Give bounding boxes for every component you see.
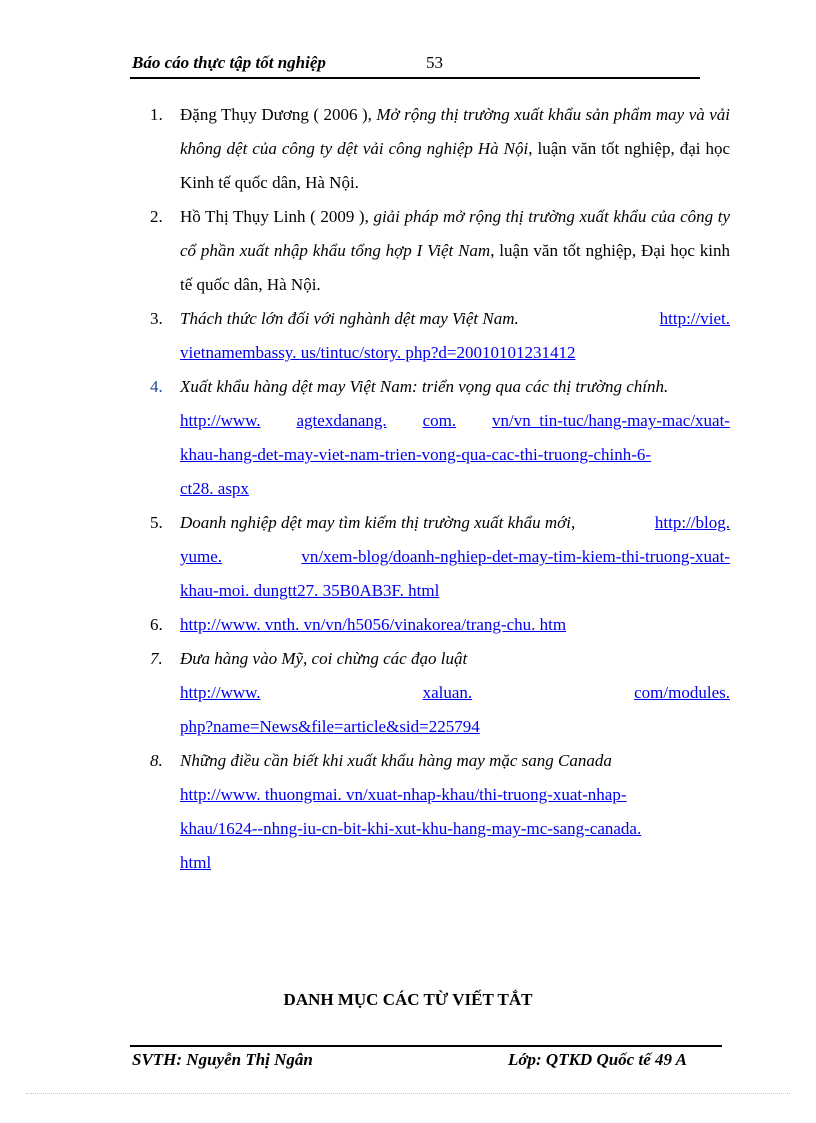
reference-title: Doanh nghiệp dệt may tìm kiếm thị trường xuất khẩu mới,: [180, 513, 576, 532]
reference-number: 7.: [150, 649, 163, 668]
reference-link[interactable]: http://blog.: [654, 513, 730, 532]
header-rule: [130, 77, 700, 79]
reference-item-6: [150, 608, 730, 642]
reference-list: [150, 98, 730, 880]
reference-link[interactable]: http://viet.: [659, 309, 730, 328]
reference-link[interactable]: vn/vn_tin-tuc/hang-may-mac/xuat-: [492, 411, 730, 430]
reference-number: 4.: [150, 377, 163, 396]
footer-student-name: SVTH: Nguyễn Thị Ngân: [132, 1050, 313, 1069]
reference-number: 1.: [150, 105, 163, 124]
reference-number: 5.: [150, 513, 163, 532]
reference-author: Đặng Thụy Dương ( 2006 ),: [180, 105, 377, 124]
reference-title: Đưa hàng vào Mỹ, coi chừng các đạo luật: [180, 649, 468, 668]
header-title: Báo cáo thực tập tốt nghiệp: [132, 53, 326, 72]
reference-item-5: [150, 506, 730, 608]
reference-title: Những điều cần biết khi xuất khẩu hàng may mặc sang Canada: [180, 751, 612, 770]
reference-title: Mở rộng thị trường xuất khẩu sản phẩm may và vải không dệt của công ty dệt vải công nghiệp Hà Nội: [180, 105, 731, 158]
reference-link[interactable]: http://www.: [180, 411, 261, 430]
reference-link[interactable]: khau-moi. dungtt27. 35B0AB3F. html: [180, 581, 440, 600]
reference-link[interactable]: agtexdanang.: [296, 411, 387, 430]
reference-title: giải pháp mở rộng thị trường xuất khẩu của công ty cổ phần xuất nhập khẩu tổng hợp I Việt Nam: [180, 207, 730, 260]
reference-item-4: [150, 370, 730, 506]
reference-link[interactable]: http://www. thuongmai. vn/xuat-nhap-khau/thi-truong-xuat-nhap-: [180, 785, 627, 804]
reference-link[interactable]: com/modules.: [634, 683, 730, 702]
reference-link[interactable]: xaluan.: [422, 683, 473, 702]
reference-item-7: [150, 642, 730, 744]
page-number: 53: [426, 53, 443, 72]
reference-number: 3.: [150, 309, 163, 328]
page-bottom-divider: [26, 1093, 790, 1094]
reference-link[interactable]: http://www. vnth. vn/vn/h5056/vinakorea/trang-chu. htm: [180, 615, 567, 634]
footer-rule: [130, 1045, 722, 1047]
footer-class: Lớp: QTKD Quốc tế 49 A: [508, 1050, 687, 1069]
reference-link[interactable]: vn/xem-blog/doanh-nghiep-det-may-tim-kiem-thi-truong-xuat-: [301, 547, 730, 566]
reference-link[interactable]: http://www.: [180, 683, 261, 702]
reference-number: 2.: [150, 207, 163, 226]
reference-link[interactable]: html: [180, 853, 212, 872]
reference-link[interactable]: com.: [422, 411, 457, 430]
reference-link[interactable]: ct28. aspx: [180, 479, 249, 498]
reference-link[interactable]: vietnamembassy. us/tintuc/story. php?d=20010101231412: [180, 343, 576, 362]
reference-link[interactable]: yume.: [180, 547, 223, 566]
reference-item-2: [150, 200, 730, 302]
reference-link[interactable]: php?name=News&file=article&sid=225794: [180, 717, 480, 736]
section-title: DANH MỤC CÁC TỪ VIẾT TẮT: [283, 990, 533, 1009]
reference-details: , luận văn tốt nghiệp, Đại học kinh tế quốc dân, Hà Nội.: [180, 241, 730, 294]
reference-link[interactable]: khau/1624--nhng-iu-cn-bit-khi-xut-khu-hang-may-mc-sang-canada.: [180, 819, 642, 838]
reference-item-8: [150, 744, 730, 880]
reference-item-3: [150, 302, 730, 370]
reference-details: , luận văn tốt nghiệp, đại học Kinh tế quốc dân, Hà Nội.: [180, 139, 730, 192]
reference-title: Xuất khẩu hàng dệt may Việt Nam: triển vọng qua các thị trường chính.: [180, 377, 669, 396]
reference-link[interactable]: khau-hang-det-may-viet-nam-trien-vong-qua-cac-thi-truong-chinh-6-: [180, 445, 652, 464]
reference-title: Thách thức lớn đối với nghành dệt may Việt Nam.: [180, 309, 519, 328]
reference-item-1: [150, 98, 730, 200]
reference-number: 6.: [150, 615, 163, 634]
reference-number: 8.: [150, 751, 163, 770]
reference-author: Hồ Thị Thụy Linh ( 2009 ),: [180, 207, 374, 226]
